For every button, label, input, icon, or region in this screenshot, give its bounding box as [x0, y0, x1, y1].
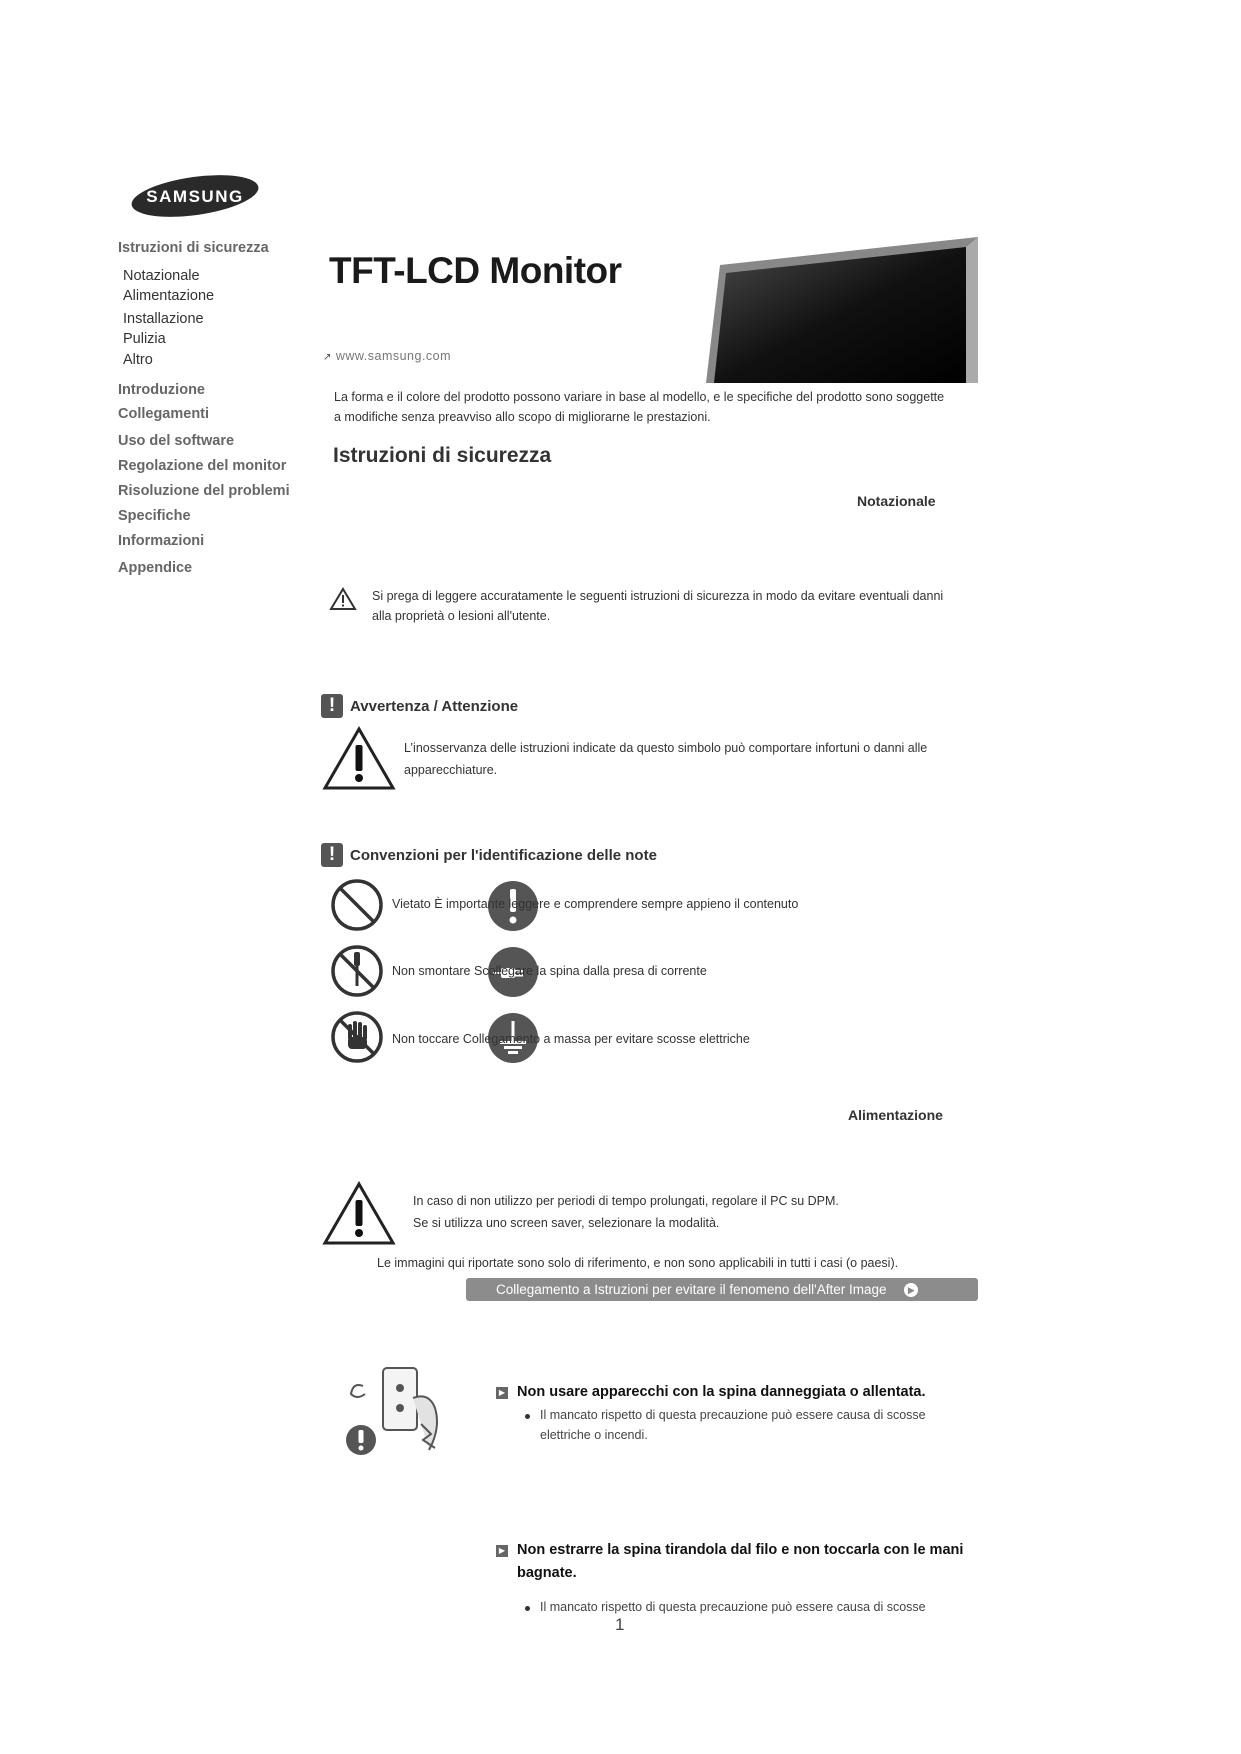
sidebar-item-introduzione[interactable]: Introduzione: [118, 382, 205, 398]
sidebar-item-collegamenti[interactable]: Collegamenti: [118, 406, 210, 422]
samsung-logo: [130, 170, 260, 222]
convention-3-left: Non toccare: [392, 1032, 460, 1046]
sidebar-item-notazionale[interactable]: Notazionale: [123, 268, 200, 284]
conventions-heading: Convenzioni per l'identificazione delle note: [350, 847, 657, 864]
sidebar-item-specifiche[interactable]: Specifiche: [118, 508, 191, 524]
sidebar-section-safety[interactable]: Istruzioni di sicurezza: [118, 240, 269, 256]
dpm-line1: In caso di non utilizzo per periodi di tempo prolungati, regolare il PC su DPM.: [413, 1194, 839, 1208]
product-title: TFT-LCD Monitor: [329, 250, 622, 291]
convention-2-right: Scollegare la spina dalla presa di corrente: [474, 964, 707, 978]
item1-title: Non usare apparecchi con la spina danneggiata o allentata.: [517, 1384, 926, 1400]
item2-title-line1: Non estrarre la spina tirandola dal filo e non toccarla con le mani: [517, 1542, 964, 1558]
exclamation-box-icon: !: [321, 694, 343, 718]
website-link[interactable]: [323, 349, 451, 363]
play-arrow-icon: ▶: [904, 1283, 918, 1297]
sidebar-item-appendice[interactable]: Appendice: [118, 560, 193, 576]
convention-3-right: Collegamento a massa per evitare scosse elettriche: [462, 1032, 750, 1046]
convention-2-text: [392, 961, 707, 981]
no-touch-icon: [330, 1010, 384, 1069]
section-title: Istruzioni di sicurezza: [333, 444, 552, 467]
item2-title-line2: bagnate.: [517, 1565, 577, 1581]
convention-1-text: [392, 894, 798, 914]
convention-2-left: Non smontare: [392, 964, 471, 978]
bullet-dot-icon: [525, 1414, 530, 1419]
sidebar-item-regolazione[interactable]: Regolazione del monitor: [118, 458, 287, 474]
sidebar-item-installazione[interactable]: Installazione: [123, 311, 204, 327]
item1-line2: elettriche o incendi.: [540, 1428, 648, 1442]
bullet-arrow-icon: ▶: [496, 1387, 508, 1399]
warning-triangle-icon: [322, 725, 396, 796]
notice-line2: alla proprietà o lesioni all'utente.: [372, 609, 551, 623]
notazionale-label: Notazionale: [857, 493, 936, 509]
convention-1-right: È importante leggere e comprendere sempre appieno il contenuto: [434, 897, 799, 911]
disclaimer-line2: a modifiche senza preavviso allo scopo di migliorarne le prestazioni.: [334, 410, 711, 424]
page-number: 1: [615, 1615, 625, 1634]
damaged-plug-illustration: [343, 1360, 458, 1465]
disclaimer-line1: La forma e il colore del prodotto possono variare in base al modello, e le specifiche del prodotto sono soggette: [334, 390, 945, 404]
images-note: Le immagini qui riportate sono solo di riferimento, e non sono applicabili in tutti i casi (o paesi).: [377, 1256, 899, 1270]
convention-3-text: [392, 1029, 750, 1049]
monitor-image: [700, 235, 980, 383]
notice-line1: Si prega di leggere accuratamente le seguenti istruzioni di sicurezza in modo da evitare eventuali danni: [372, 589, 944, 603]
samsung-logo-text: SAMSUNG: [146, 187, 244, 206]
sidebar-item-pulizia[interactable]: Pulizia: [123, 331, 166, 347]
item2-line1: Il mancato rispetto di questa precauzione può essere causa di scosse: [540, 1600, 926, 1614]
exclamation-box-icon: !: [321, 843, 343, 867]
warning-line1: L’inosservanza delle istruzioni indicate da questo simbolo può comportare infortuni o danni alle: [404, 741, 928, 755]
warning-line2: apparecchiature.: [404, 763, 498, 777]
no-disassemble-icon: [330, 944, 384, 1003]
arrow-icon: ↗: [323, 352, 332, 363]
sidebar-item-informazioni[interactable]: Informazioni: [118, 533, 205, 549]
alimentazione-label: Alimentazione: [848, 1107, 943, 1123]
warning-triangle-icon: [322, 1180, 396, 1251]
dpm-line2: Se si utilizza uno screen saver, selezionare la modalità.: [413, 1216, 720, 1230]
sidebar-item-risoluzione[interactable]: Risoluzione del problemi: [118, 483, 290, 499]
prohibited-icon: [330, 878, 384, 937]
warning-heading: Avvertenza / Attenzione: [350, 698, 519, 715]
after-image-link-label: Collegamento a Istruzioni per evitare il fenomeno dell'After Image: [496, 1282, 887, 1297]
caution-triangle-icon: [329, 587, 357, 616]
convention-1-left: Vietato: [392, 897, 431, 911]
bullet-dot-icon: [525, 1606, 530, 1611]
sidebar-item-software[interactable]: Uso del software: [118, 433, 235, 449]
sidebar-item-alimentazione[interactable]: Alimentazione: [123, 288, 215, 304]
after-image-link-button[interactable]: [466, 1278, 978, 1301]
sidebar-item-altro[interactable]: Altro: [123, 352, 153, 368]
bullet-arrow-icon: ▶: [496, 1545, 508, 1557]
website-text: www.samsung.com: [335, 349, 452, 363]
item1-line1: Il mancato rispetto di questa precauzione può essere causa di scosse: [540, 1408, 926, 1422]
